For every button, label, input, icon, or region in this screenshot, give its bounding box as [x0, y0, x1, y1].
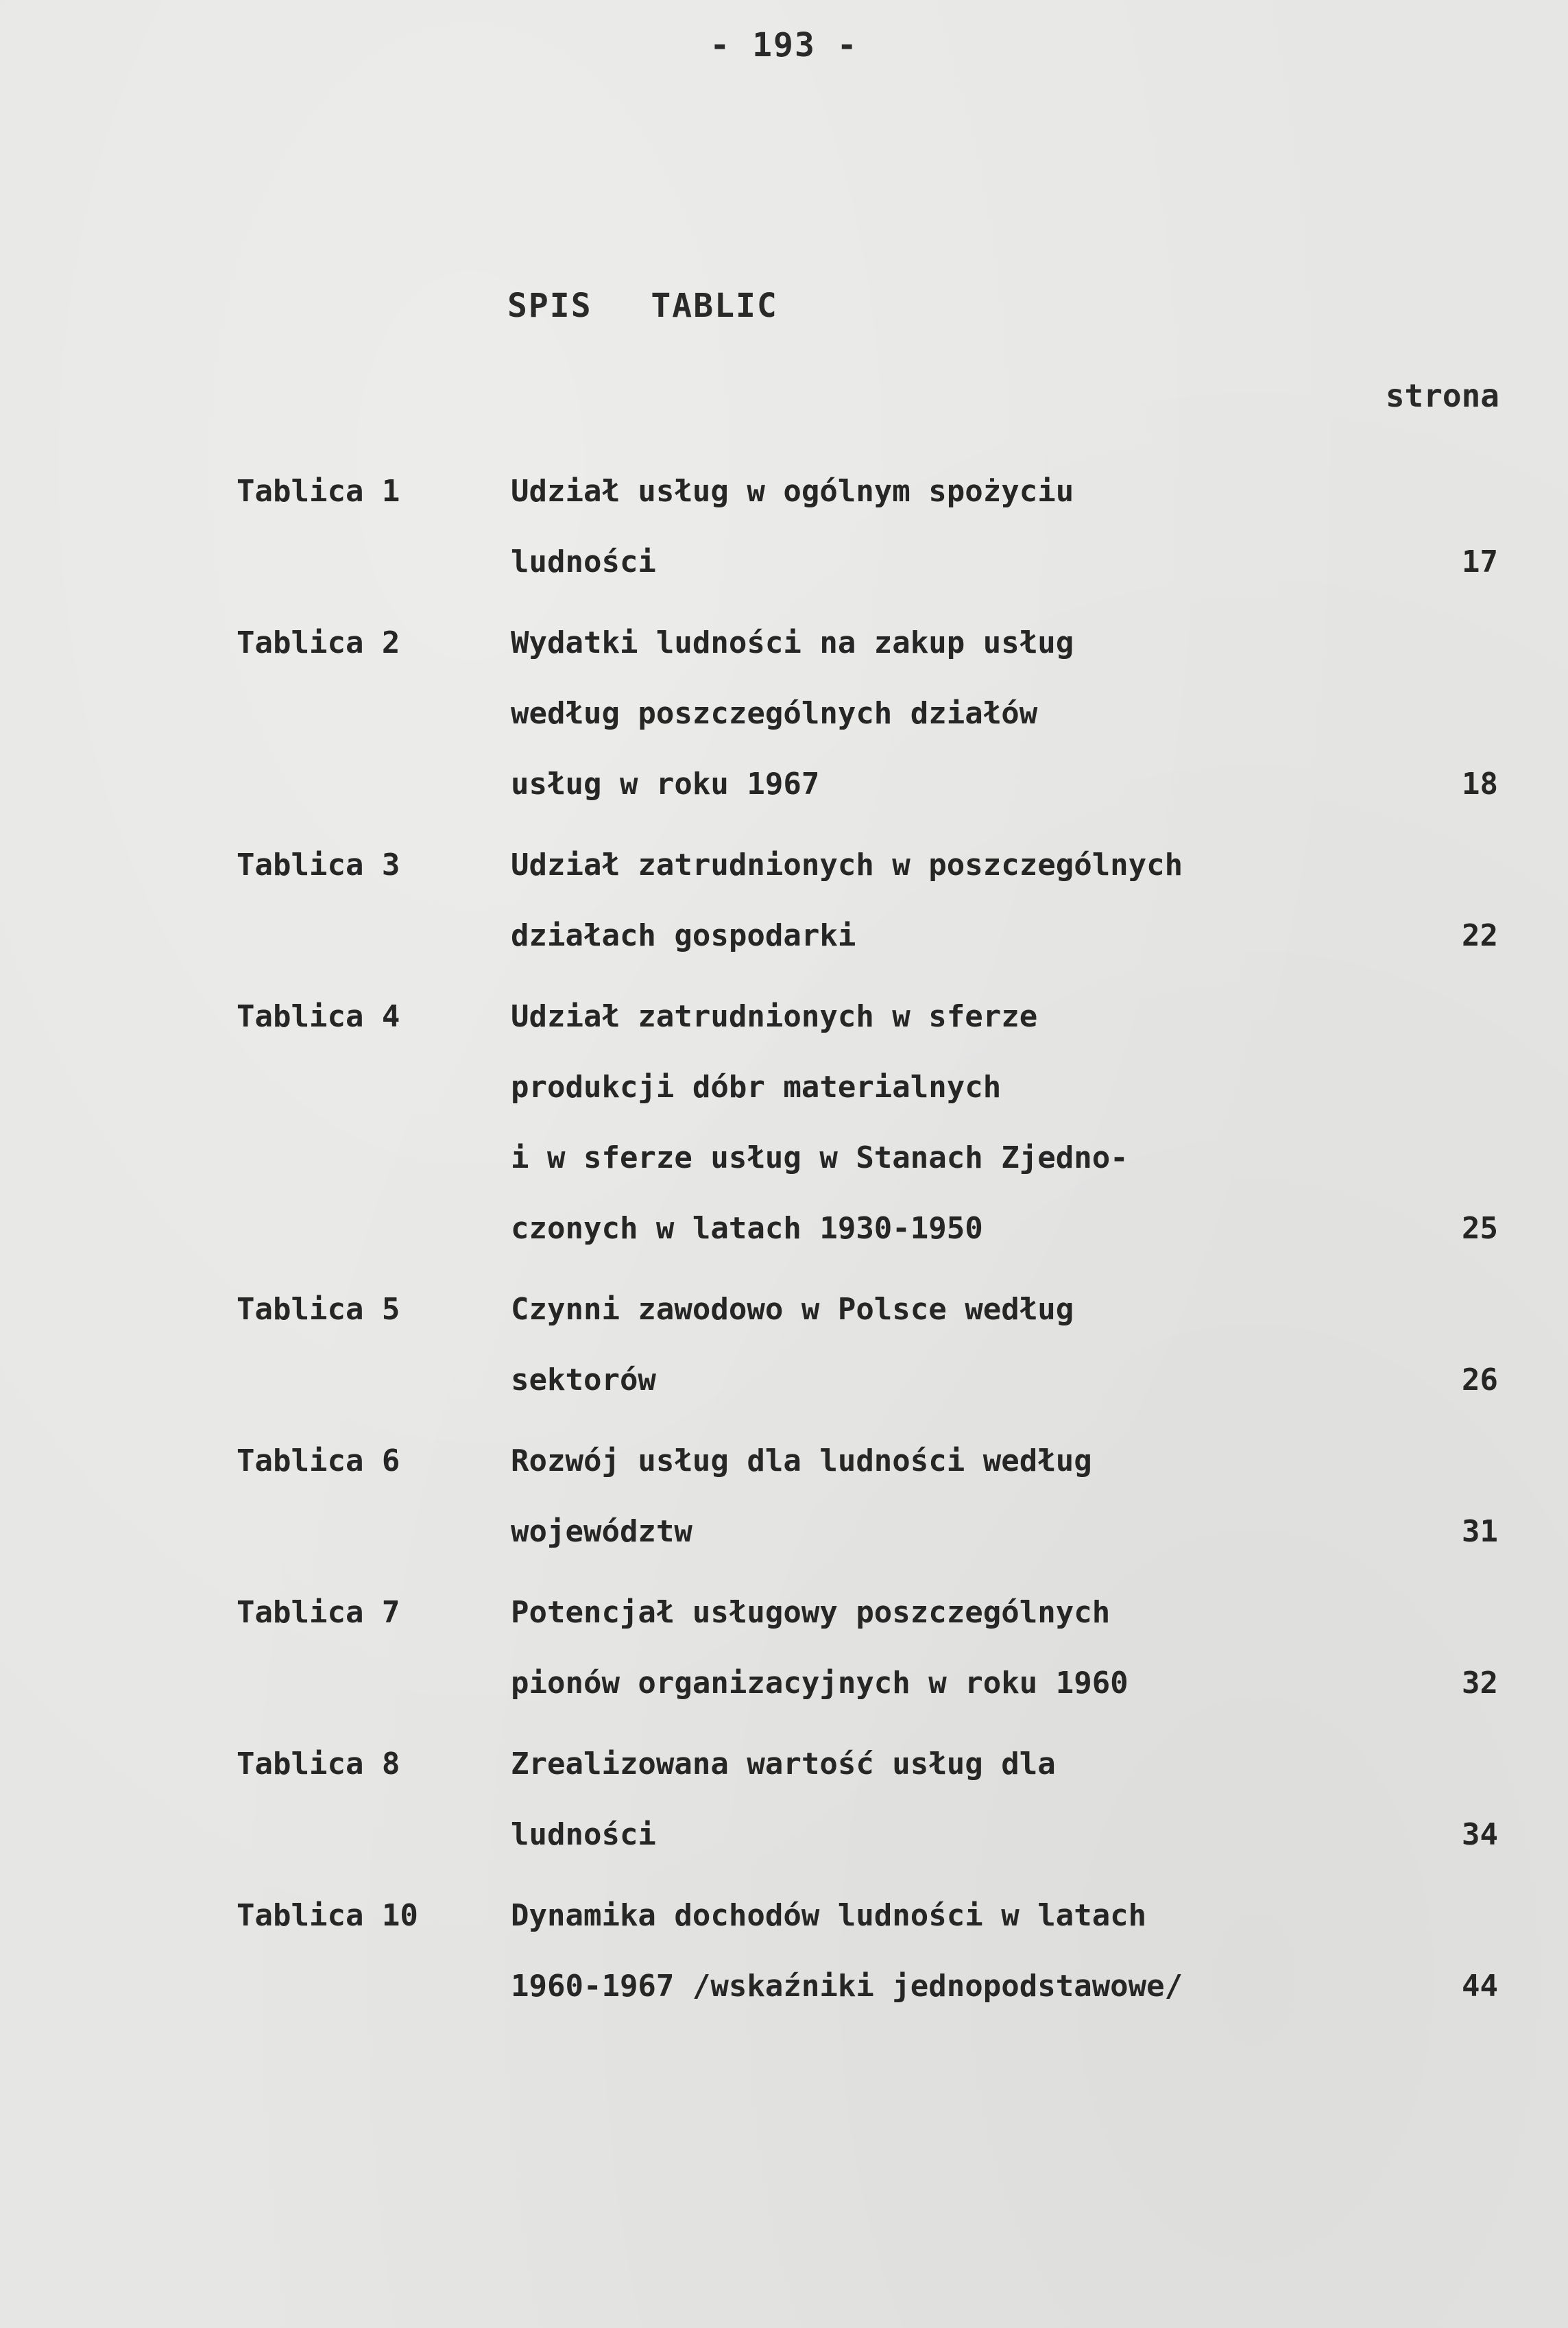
- table-title-line: usług w roku 1967: [511, 767, 820, 802]
- table-title-line: ludności: [511, 544, 656, 579]
- table-title-line: Zrealizowana wartość usług dla: [511, 1747, 1056, 1781]
- table-title-line: pionów organizacyjnych w roku 1960: [511, 1666, 1129, 1701]
- table-title-line: Czynni zawodowo w Polsce według: [511, 1292, 1074, 1327]
- page-number: - 193 -: [710, 26, 858, 64]
- table-label: Tablica 1: [237, 474, 400, 509]
- table-page-number: 31: [1462, 1514, 1498, 1549]
- table-title-line: działach gospodarki: [511, 918, 856, 953]
- table-label: Tablica 10: [237, 1898, 418, 1933]
- table-title: [511, 981, 1368, 1264]
- table-title-line: produkcji dóbr materialnych: [511, 1070, 1002, 1105]
- table-title: [511, 1880, 1368, 2021]
- table-title-line: województw: [511, 1514, 692, 1549]
- table-label: Tablica 8: [237, 1747, 400, 1781]
- table-title: [511, 830, 1368, 971]
- table-title-line: Udział zatrudnionych w sferze: [511, 999, 1038, 1034]
- table-title-line: Dynamika dochodów ludności w latach: [511, 1898, 1147, 1933]
- page-title: SPIS TABLIC: [507, 287, 778, 325]
- toc-entry: [237, 1577, 1498, 1718]
- table-page-number: 22: [1462, 918, 1498, 953]
- toc-entry: [237, 981, 1498, 1264]
- table-label: Tablica 2: [237, 625, 400, 660]
- table-title-line: Udział usług w ogólnym spożyciu: [511, 474, 1074, 509]
- toc-entry: [237, 1880, 1498, 2021]
- table-page-number: 25: [1462, 1211, 1498, 1246]
- table-label: Tablica 5: [237, 1292, 400, 1327]
- toc-entry: [237, 456, 1498, 597]
- table-title: [511, 456, 1368, 597]
- table-title-line: Wydatki ludności na zakup usług: [511, 625, 1074, 660]
- table-title: [511, 1577, 1368, 1718]
- toc-entry: [237, 1426, 1498, 1567]
- table-title-line: według poszczególnych działów: [511, 696, 1038, 731]
- table-page-number: 32: [1462, 1666, 1498, 1701]
- table-title: [511, 1729, 1368, 1870]
- table-page-number: 17: [1462, 544, 1498, 579]
- table-title-line: i w sferze usług w Stanach Zjedno-: [511, 1140, 1129, 1175]
- table-label: Tablica 7: [237, 1595, 400, 1630]
- table-title: [511, 1426, 1368, 1567]
- table-title-line: Rozwój usług dla ludności według: [511, 1443, 1092, 1478]
- table-title: [511, 608, 1368, 819]
- table-of-contents: [237, 456, 1498, 2032]
- table-page-number: 26: [1462, 1363, 1498, 1397]
- table-title-line: Potencjał usługowy poszczególnych: [511, 1595, 1111, 1630]
- table-title-line: 1960-1967 /wskaźniki jednopodstawowe/: [511, 1969, 1183, 2004]
- toc-entry: [237, 608, 1498, 819]
- table-page-number: 18: [1462, 767, 1498, 802]
- table-page-number: 34: [1462, 1817, 1498, 1852]
- table-title-line: Udział zatrudnionych w poszczególnych: [511, 848, 1183, 883]
- page-column-header: strona: [1385, 377, 1499, 414]
- table-title-line: czonych w latach 1930-1950: [511, 1211, 983, 1246]
- table-label: Tablica 6: [237, 1443, 400, 1478]
- table-page-number: 44: [1462, 1969, 1498, 2004]
- toc-entry: [237, 1274, 1498, 1415]
- table-title: [511, 1274, 1368, 1415]
- toc-entry: [237, 1729, 1498, 1870]
- toc-entry: [237, 830, 1498, 971]
- table-title-line: sektorów: [511, 1363, 656, 1397]
- table-label: Tablica 4: [237, 999, 400, 1034]
- table-title-line: ludności: [511, 1817, 656, 1852]
- table-label: Tablica 3: [237, 848, 400, 883]
